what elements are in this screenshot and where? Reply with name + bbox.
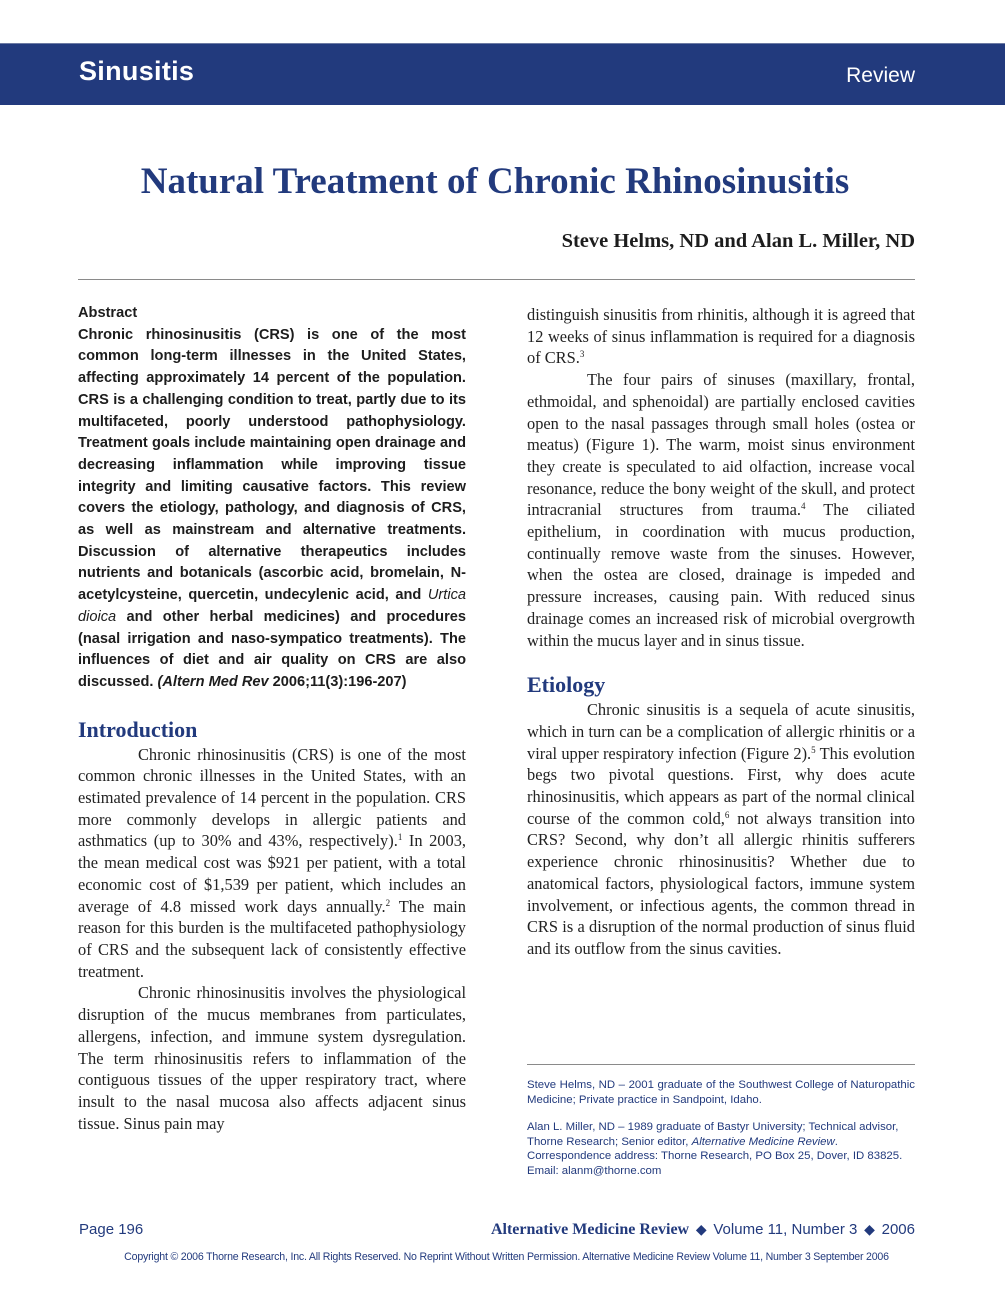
correspondence-email[interactable]: Email: alanm@thorne.com [527,1164,662,1177]
author-affiliation-miller [527,1120,915,1178]
reference-mark: 6 [724,809,730,820]
copyright-notice: Copyright © 2006 Thorne Research, Inc. All Rights Reserved. No Reprint Without Written Permission. Alternative Medicine Review Volume 11, Number 3 September 2006 [124,1251,889,1263]
paragraph-text: distinguish sinusitis from rhinitis, although it is agreed that 12 weeks of sinus inflammation is required for a diagnosis of CRS. [527,305,915,368]
etiology-heading: Etiology [527,672,606,698]
introduction-paragraph: Chronic rhinosinusitis involves the physiological disruption of the mucus membranes from particulates, allergens, infection, and immune system dysregulation. The term rhinosinusitis refers to inflammation of the contiguous tissues of the upper respiratory tract, where insult to the nasal mucosa also affects adjacent sinus tissue. Sinus pain may [78,983,466,1133]
journal-volume: Volume 11, Number 3 [713,1221,858,1238]
paragraph-text: The ciliated epithelium, in coordination with mucus production, continually remove waste from the sinuses. However, when the ostea are closed, drainage is impeded and pressure increases, causing pain. With reduced sinus drainage comes an increased risk of microbial overgrowth within the mucus layer and in sinus tissue. [527,500,915,650]
abstract-text-part: and other herbal medicines) and procedures (nasal irrigation and naso-sympatico treatments). The influences of diet and air quality on CRS are also discussed. [78,608,466,690]
etiology-paragraph [527,699,915,959]
section-name: Sinusitis [79,56,195,86]
left-column [78,303,466,1134]
reference-mark: 5 [811,744,816,755]
paragraph-text: This evolution begs two pivotal questions. First, why does acute rhinosinusitis, which appears as part of the normal clinical course of the common cold, [527,743,916,828]
paragraph-text: In 2003, the mean medical cost was $921 per patient, with a total economic cost of $1,539 per patient, which includes an average of 4.8 missed work days annually. [78,831,466,916]
article-title: Natural Treatment of Chronic Rhinosinusitis [140,161,850,202]
abstract-italic-term: Urtica dioica [78,587,466,625]
diamond-separator-icon: ◆ [695,1222,707,1238]
abstract-text-part: Chronic rhinosinusitis (CRS) is one of the most common long-term illnesses in the United States, affecting approximately 14 percent of the population. CRS is a challenging condition to treat, partly due to its multifaceted, poorly understood pathophysiology. Treatment goals include maintaining open drainage and decreasing inflammation while improving tissue integrity and limiting causative factors. This review covers the etiology, pathology, and diagnosis of CRS, as well as mainstream and alternative treatments. Discussion of alternative therapeutics includes nutrients and botanicals (ascorbic acid, bromelain, N-acetylcysteine, quercetin, undecylenic acid, and [78,326,466,604]
introduction-paragraph [78,744,466,983]
diamond-separator-icon: ◆ [864,1222,875,1238]
correspondence-address: Correspondence address: Thorne Research, PO Box 25, Dover, ID 83825. [527,1150,903,1163]
footnote-divider [527,1064,915,1065]
abstract-citation-journal: (Altern Med Rev [157,673,269,690]
right-column [527,304,915,960]
page-number: Page 196 [79,1221,144,1238]
author-affiliation-helms: Steve Helms, ND – 2001 graduate of the Southwest College of Naturopathic Medicine; Private practice in Sandpoint, Idaho. [527,1079,915,1106]
abstract-label: Abstract [78,305,138,321]
affiliation-text: Alan L. Miller, ND – 1989 graduate of Bastyr University; Technical advisor, Thorne Research; Senior editor, [527,1121,899,1148]
abstract-citation: 2006;11(3):196-207) [268,673,407,690]
paragraph-text: The main reason for this burden is the multifaceted pathophysiology of CRS and the subsequent lack of consistently effective treatment. [78,896,466,981]
reference-mark: 3 [579,349,585,360]
paragraph-text: Chronic rhinosinusitis (CRS) is one of the most common chronic illnesses in the United States, with an estimated prevalence of 14 percent in the population. CRS more commonly develops in allergic patients and asthmatics (up to 30% and 43%, respectively). [78,744,466,851]
paragraph-text: not always transition into CRS? Second, why don’t all allergic rhinitis sufferers experience chronic rhinosinusitis? Whether due to anatomical factors, physiological factors, immune system involvement, or infectious agents, the common thread in CRS is a disruption of the normal production of sinus fluid and its outflow from the sinus cavities. [527,808,915,958]
title-divider [78,279,915,280]
introduction-paragraph [527,304,915,369]
reference-mark: 1 [397,832,403,843]
affiliation-text: . [834,1135,838,1148]
journal-year: 2006 [881,1221,915,1238]
introduction-heading: Introduction [78,716,198,742]
journal-name: Alternative Medicine Review [490,1221,690,1238]
article-type: Review [846,64,915,87]
paragraph-text: Chronic sinusitis is a sequela of acute sinusitis, which in turn can be a complication of allergic rhinitis or a viral upper respiratory infection (Figure 2). [527,700,915,763]
paragraph-text: The four pairs of sinuses (maxillary, frontal, ethmoidal, and sphenoidal) are partially enclosed cavities open to the nasal passages through small holes (ostea or meatus) (Figure 1). The warm, moist sinus environment they create is speculated to aid olfaction, increase vocal resonance, reduce the bony weight of the skull, and protect intracranial structures from trauma. [527,370,915,520]
abstract-text [78,325,466,694]
introduction-paragraph [527,369,915,651]
affiliation-journal: Alternative Medicine Review [691,1135,835,1148]
article-authors: Steve Helms, ND and Alan L. Miller, ND [561,230,915,252]
journal-footer [491,1221,915,1239]
section-banner [0,43,1005,105]
reference-mark: 2 [385,897,391,908]
reference-mark: 4 [800,501,806,512]
